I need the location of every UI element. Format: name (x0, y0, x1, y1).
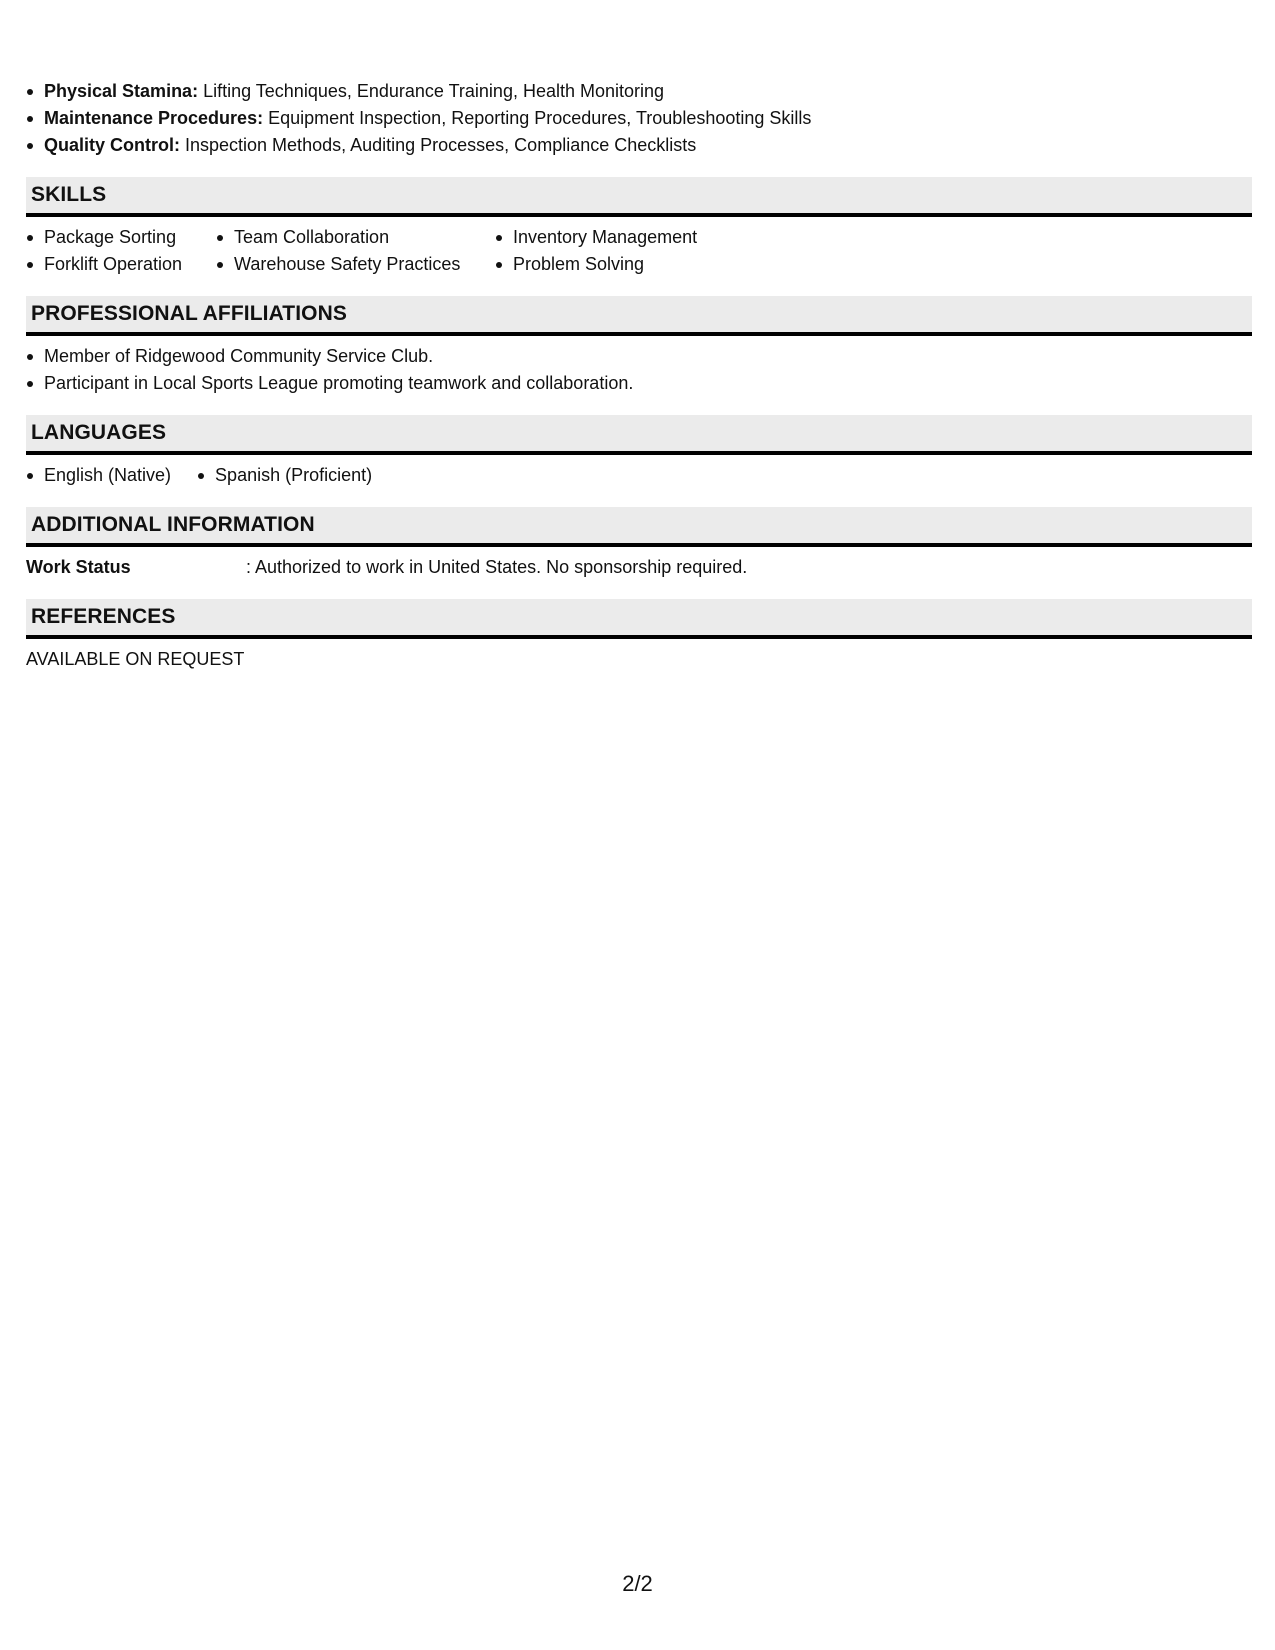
skill-item: Inventory Management (495, 224, 795, 251)
competencies-list (26, 78, 1252, 159)
affiliations-section (26, 296, 1252, 397)
additional-info-section (26, 507, 1252, 581)
section-title: REFERENCES (31, 605, 176, 628)
section-body (26, 336, 1252, 397)
page-number: 2/2 (622, 1571, 653, 1596)
work-status-row (26, 554, 1252, 581)
skill-item: Forklift Operation (26, 251, 216, 278)
references-section (26, 599, 1252, 673)
skill-item: Team Collaboration (216, 224, 495, 251)
section-header (26, 177, 1252, 217)
section-title: SKILLS (31, 183, 107, 206)
section-title: LANGUAGES (31, 421, 167, 444)
skills-grid (26, 217, 1252, 278)
section-header (26, 507, 1252, 547)
work-status-value: : Authorized to work in United States. No sponsorship required. (246, 557, 748, 577)
resume-content (26, 78, 1252, 673)
skill-item: Warehouse Safety Practices (216, 251, 495, 278)
section-body (26, 639, 1252, 673)
section-title: PROFESSIONAL AFFILIATIONS (31, 302, 347, 325)
item-text: Inspection Methods, Auditing Processes, Compliance Checklists (180, 135, 697, 155)
language-item: English (Native) (26, 462, 171, 489)
references-text: AVAILABLE ON REQUEST (26, 649, 245, 669)
section-header (26, 599, 1252, 639)
section-header (26, 296, 1252, 336)
list-item (26, 132, 1252, 159)
affiliations-list (26, 343, 1252, 397)
item-label: Maintenance Procedures: (44, 108, 264, 128)
language-item: Spanish (Proficient) (197, 462, 372, 489)
section-body (26, 547, 1252, 581)
item-text: Lifting Techniques, Endurance Training, Health Monitoring (198, 81, 665, 101)
languages-list (26, 462, 1252, 489)
item-label: Physical Stamina: (44, 81, 199, 101)
list-item: Member of Ridgewood Community Service Club. (26, 343, 1252, 370)
skills-column (495, 224, 795, 278)
list-item (26, 78, 1252, 105)
item-text: Equipment Inspection, Reporting Procedures, Troubleshooting Skills (263, 108, 812, 128)
skills-column (26, 224, 216, 278)
work-status-label: Work Status (26, 557, 131, 577)
list-item (26, 105, 1252, 132)
languages-section (26, 415, 1252, 489)
skills-column (216, 224, 495, 278)
section-header (26, 415, 1252, 455)
item-label: Quality Control: (44, 135, 180, 155)
skills-section (26, 177, 1252, 278)
skill-item: Problem Solving (495, 251, 795, 278)
section-title: ADDITIONAL INFORMATION (31, 513, 315, 536)
section-body (26, 455, 1252, 489)
list-item: Participant in Local Sports League promoting teamwork and collaboration. (26, 370, 1252, 397)
skill-item: Package Sorting (26, 224, 216, 251)
